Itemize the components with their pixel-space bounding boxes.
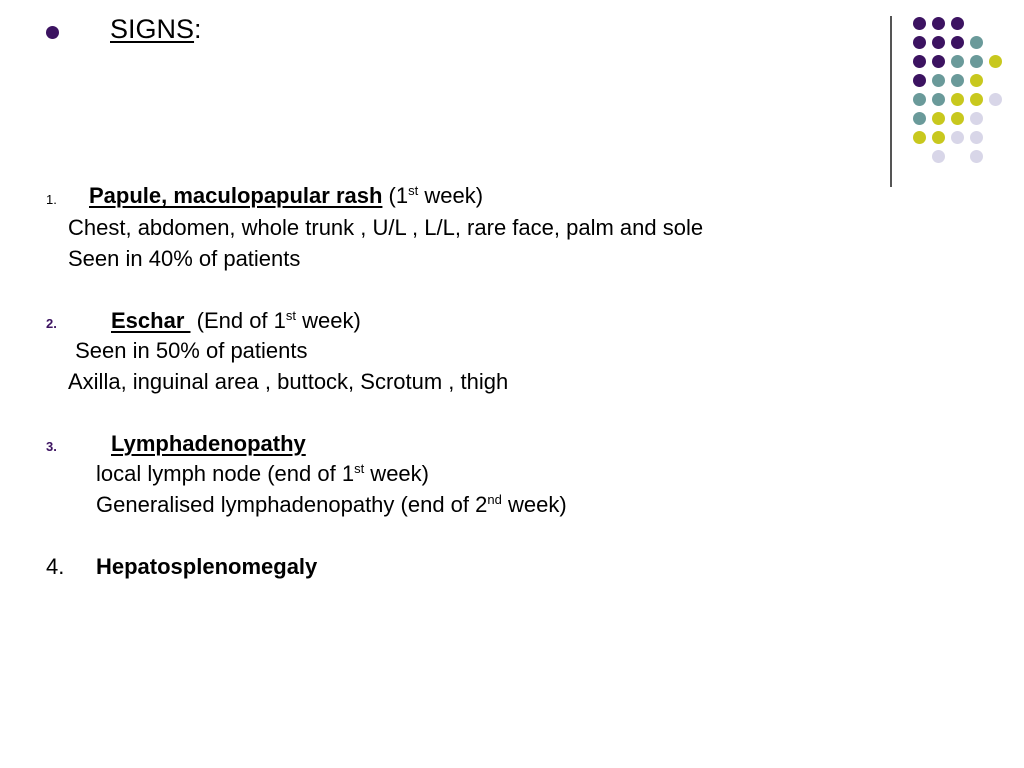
decorative-dot — [932, 74, 945, 87]
decorative-dot — [970, 112, 983, 125]
item-3-heading-line — [111, 431, 306, 457]
decorative-dot — [970, 150, 983, 163]
decorative-dot — [951, 74, 964, 87]
decorative-dot — [913, 93, 926, 106]
item-1-sup: st — [408, 183, 419, 198]
item-4-number: 4. — [46, 554, 65, 579]
item-2-paren-close: week) — [296, 308, 361, 333]
item-1-number: 1. — [46, 192, 57, 207]
decorative-dot — [951, 93, 964, 106]
item-3-heading: Lymphadenopathy — [111, 431, 306, 456]
title-bullet-icon — [46, 26, 59, 39]
decorative-dot — [989, 55, 1002, 68]
item-1-paren-open: (1 — [382, 183, 409, 208]
slide-title-suffix: : — [194, 14, 202, 44]
decorative-dot — [970, 36, 983, 49]
vertical-divider — [890, 16, 892, 187]
item-2-number: 2. — [46, 316, 57, 331]
decorative-dot — [951, 55, 964, 68]
decorative-dot — [913, 55, 926, 68]
decorative-dot — [932, 112, 945, 125]
decorative-dot — [932, 150, 945, 163]
item-3-line-2-sup: nd — [487, 492, 502, 507]
item-3-number: 3. — [46, 439, 57, 454]
decorative-dot — [970, 131, 983, 144]
decorative-dot — [932, 55, 945, 68]
item-1-paren-close: week) — [418, 183, 484, 208]
decorative-dot — [913, 131, 926, 144]
item-1-heading: Papule, maculopapular rash — [89, 183, 383, 208]
decorative-dot — [951, 112, 964, 125]
slide-title-text: SIGNS — [110, 14, 195, 44]
item-1-heading-line — [89, 183, 483, 209]
item-3-line-1 — [96, 461, 429, 487]
decorative-dot — [989, 93, 1002, 106]
slide-title — [110, 12, 202, 46]
item-3-line-1-pre: local lymph node (end of 1 — [96, 461, 355, 486]
decorative-dot — [951, 131, 964, 144]
item-1-line-1: Chest, abdomen, whole trunk , U/L , L/L, rare face, palm and sole — [68, 215, 704, 240]
decorative-dot — [951, 36, 964, 49]
decorative-dot — [970, 93, 983, 106]
decorative-dot — [913, 74, 926, 87]
decorative-dot — [913, 17, 926, 30]
item-3-line-2-pre: Generalised lymphadenopathy (end of 2 — [96, 492, 488, 517]
item-1-line-2: Seen in 40% of patients — [68, 246, 301, 271]
decorative-dot — [951, 17, 964, 30]
item-2-heading: Eschar — [111, 308, 191, 333]
decorative-dot — [932, 17, 945, 30]
decorative-dot — [913, 36, 926, 49]
item-2-sup: st — [285, 308, 297, 323]
item-2-line-1: Seen in 50% of patients — [69, 338, 308, 363]
decorative-dot — [970, 74, 983, 87]
decorative-dot — [970, 55, 983, 68]
item-3-line-2 — [96, 492, 567, 518]
item-2-line-2: Axilla, inguinal area , buttock, Scrotum , thigh — [68, 369, 509, 394]
decorative-dot — [913, 112, 926, 125]
item-2-paren-open: (End of 1 — [190, 308, 286, 333]
item-2-heading-line — [111, 308, 361, 334]
decorative-dot — [932, 131, 945, 144]
item-3-line-2-post: week) — [501, 492, 567, 517]
decorative-dot — [932, 93, 945, 106]
item-4-heading: Hepatosplenomegaly — [96, 554, 318, 579]
decorative-dot — [932, 36, 945, 49]
item-3-line-1-sup: st — [354, 461, 365, 476]
item-3-line-1-post: week) — [364, 461, 429, 486]
